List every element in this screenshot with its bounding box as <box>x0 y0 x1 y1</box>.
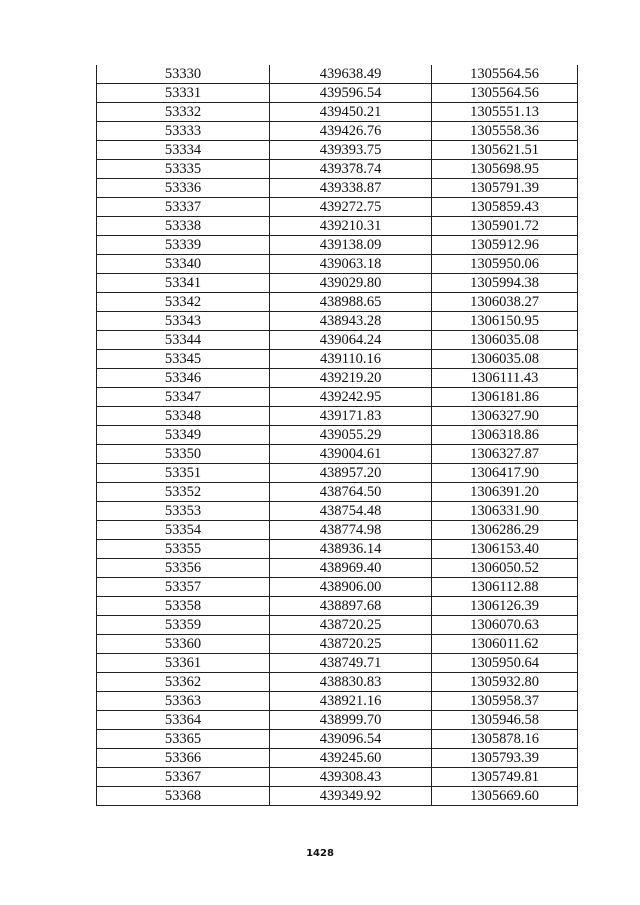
table-row <box>97 198 578 217</box>
table-row <box>97 559 578 578</box>
table-row <box>97 122 578 141</box>
table-row <box>97 578 578 597</box>
y-coordinate-cell: 1306150.95 <box>432 312 578 331</box>
y-coordinate-cell: 1306153.40 <box>432 540 578 559</box>
x-coordinate-cell: 439171.83 <box>270 407 432 426</box>
x-coordinate-cell: 438720.25 <box>270 635 432 654</box>
x-coordinate-cell: 439004.61 <box>270 445 432 464</box>
y-coordinate-cell: 1306050.52 <box>432 559 578 578</box>
x-coordinate-cell: 439245.60 <box>270 749 432 768</box>
y-coordinate-cell: 1306111.43 <box>432 369 578 388</box>
point-id-cell: 53343 <box>97 312 270 331</box>
y-coordinate-cell: 1305912.96 <box>432 236 578 255</box>
table-row <box>97 179 578 198</box>
x-coordinate-cell: 439426.76 <box>270 122 432 141</box>
page-number: 1428 <box>306 848 334 859</box>
point-id-cell: 53333 <box>97 122 270 141</box>
point-id-cell: 53344 <box>97 331 270 350</box>
table-row <box>97 255 578 274</box>
y-coordinate-cell: 1305564.56 <box>432 84 578 103</box>
point-id-cell: 53360 <box>97 635 270 654</box>
table-row <box>97 464 578 483</box>
point-id-cell: 53351 <box>97 464 270 483</box>
point-id-cell: 53330 <box>97 65 270 84</box>
y-coordinate-cell: 1306112.88 <box>432 578 578 597</box>
point-id-cell: 53332 <box>97 103 270 122</box>
table-row <box>97 616 578 635</box>
point-id-cell: 53347 <box>97 388 270 407</box>
point-id-cell: 53336 <box>97 179 270 198</box>
point-id-cell: 53356 <box>97 559 270 578</box>
x-coordinate-cell: 438749.71 <box>270 654 432 673</box>
point-id-cell: 53339 <box>97 236 270 255</box>
table-row <box>97 312 578 331</box>
point-id-cell: 53357 <box>97 578 270 597</box>
y-coordinate-cell: 1306318.86 <box>432 426 578 445</box>
x-coordinate-cell: 438906.00 <box>270 578 432 597</box>
x-coordinate-cell: 439308.43 <box>270 768 432 787</box>
point-id-cell: 53337 <box>97 198 270 217</box>
x-coordinate-cell: 439029.80 <box>270 274 432 293</box>
x-coordinate-cell: 439638.49 <box>270 65 432 84</box>
table-row <box>97 65 578 84</box>
point-id-cell: 53348 <box>97 407 270 426</box>
y-coordinate-cell: 1306181.86 <box>432 388 578 407</box>
x-coordinate-cell: 438999.70 <box>270 711 432 730</box>
table-row <box>97 597 578 616</box>
coordinate-table-body <box>97 65 578 806</box>
point-id-cell: 53359 <box>97 616 270 635</box>
point-id-cell: 53366 <box>97 749 270 768</box>
x-coordinate-cell: 439210.31 <box>270 217 432 236</box>
table-row <box>97 654 578 673</box>
y-coordinate-cell: 1305551.13 <box>432 103 578 122</box>
x-coordinate-cell: 439055.29 <box>270 426 432 445</box>
point-id-cell: 53350 <box>97 445 270 464</box>
y-coordinate-cell: 1306286.29 <box>432 521 578 540</box>
point-id-cell: 53341 <box>97 274 270 293</box>
point-id-cell: 53354 <box>97 521 270 540</box>
x-coordinate-cell: 439349.92 <box>270 787 432 806</box>
x-coordinate-cell: 438957.20 <box>270 464 432 483</box>
y-coordinate-cell: 1306035.08 <box>432 350 578 369</box>
table-row <box>97 749 578 768</box>
x-coordinate-cell: 439064.24 <box>270 331 432 350</box>
y-coordinate-cell: 1305859.43 <box>432 198 578 217</box>
table-row <box>97 635 578 654</box>
x-coordinate-cell: 438754.48 <box>270 502 432 521</box>
point-id-cell: 53349 <box>97 426 270 445</box>
table-row <box>97 787 578 806</box>
y-coordinate-cell: 1305791.39 <box>432 179 578 198</box>
table-row <box>97 217 578 236</box>
point-id-cell: 53345 <box>97 350 270 369</box>
y-coordinate-cell: 1305669.60 <box>432 787 578 806</box>
coordinate-table <box>96 65 578 806</box>
y-coordinate-cell: 1305932.80 <box>432 673 578 692</box>
y-coordinate-cell: 1305958.37 <box>432 692 578 711</box>
table-row <box>97 236 578 255</box>
point-id-cell: 53346 <box>97 369 270 388</box>
y-coordinate-cell: 1306035.08 <box>432 331 578 350</box>
x-coordinate-cell: 438969.40 <box>270 559 432 578</box>
y-coordinate-cell: 1305564.56 <box>432 65 578 84</box>
y-coordinate-cell: 1305878.16 <box>432 730 578 749</box>
x-coordinate-cell: 439338.87 <box>270 179 432 198</box>
y-coordinate-cell: 1306327.87 <box>432 445 578 464</box>
x-coordinate-cell: 438936.14 <box>270 540 432 559</box>
y-coordinate-cell: 1306391.20 <box>432 483 578 502</box>
point-id-cell: 53355 <box>97 540 270 559</box>
y-coordinate-cell: 1305558.36 <box>432 122 578 141</box>
y-coordinate-cell: 1306070.63 <box>432 616 578 635</box>
table-row <box>97 483 578 502</box>
x-coordinate-cell: 438988.65 <box>270 293 432 312</box>
point-id-cell: 53361 <box>97 654 270 673</box>
table-row <box>97 673 578 692</box>
x-coordinate-cell: 439596.54 <box>270 84 432 103</box>
table-row <box>97 768 578 787</box>
table-row <box>97 730 578 749</box>
y-coordinate-cell: 1305793.39 <box>432 749 578 768</box>
y-coordinate-cell: 1305749.81 <box>432 768 578 787</box>
point-id-cell: 53365 <box>97 730 270 749</box>
table-row <box>97 521 578 540</box>
x-coordinate-cell: 438897.68 <box>270 597 432 616</box>
x-coordinate-cell: 439242.95 <box>270 388 432 407</box>
y-coordinate-cell: 1305950.06 <box>432 255 578 274</box>
x-coordinate-cell: 439063.18 <box>270 255 432 274</box>
table-row <box>97 274 578 293</box>
table-row <box>97 160 578 179</box>
y-coordinate-cell: 1306126.39 <box>432 597 578 616</box>
table-row <box>97 84 578 103</box>
point-id-cell: 53334 <box>97 141 270 160</box>
table-row <box>97 692 578 711</box>
point-id-cell: 53364 <box>97 711 270 730</box>
y-coordinate-cell: 1306327.90 <box>432 407 578 426</box>
point-id-cell: 53335 <box>97 160 270 179</box>
table-row <box>97 350 578 369</box>
x-coordinate-cell: 438830.83 <box>270 673 432 692</box>
table-row <box>97 103 578 122</box>
x-coordinate-cell: 439138.09 <box>270 236 432 255</box>
y-coordinate-cell: 1305994.38 <box>432 274 578 293</box>
y-coordinate-cell: 1305946.58 <box>432 711 578 730</box>
table-row <box>97 502 578 521</box>
point-id-cell: 53353 <box>97 502 270 521</box>
y-coordinate-cell: 1305950.64 <box>432 654 578 673</box>
point-id-cell: 53368 <box>97 787 270 806</box>
table-row <box>97 293 578 312</box>
x-coordinate-cell: 438921.16 <box>270 692 432 711</box>
y-coordinate-cell: 1306417.90 <box>432 464 578 483</box>
y-coordinate-cell: 1305621.51 <box>432 141 578 160</box>
table-row <box>97 445 578 464</box>
point-id-cell: 53363 <box>97 692 270 711</box>
x-coordinate-cell: 439110.16 <box>270 350 432 369</box>
x-coordinate-cell: 439272.75 <box>270 198 432 217</box>
x-coordinate-cell: 439096.54 <box>270 730 432 749</box>
x-coordinate-cell: 439219.20 <box>270 369 432 388</box>
x-coordinate-cell: 439393.75 <box>270 141 432 160</box>
table-row <box>97 540 578 559</box>
x-coordinate-cell: 438764.50 <box>270 483 432 502</box>
table-row <box>97 711 578 730</box>
x-coordinate-cell: 439378.74 <box>270 160 432 179</box>
point-id-cell: 53362 <box>97 673 270 692</box>
point-id-cell: 53331 <box>97 84 270 103</box>
y-coordinate-cell: 1306038.27 <box>432 293 578 312</box>
point-id-cell: 53352 <box>97 483 270 502</box>
x-coordinate-cell: 439450.21 <box>270 103 432 122</box>
point-id-cell: 53340 <box>97 255 270 274</box>
y-coordinate-cell: 1306011.62 <box>432 635 578 654</box>
point-id-cell: 53358 <box>97 597 270 616</box>
table-row <box>97 331 578 350</box>
y-coordinate-cell: 1305698.95 <box>432 160 578 179</box>
x-coordinate-cell: 438943.28 <box>270 312 432 331</box>
table-row <box>97 407 578 426</box>
table-row <box>97 369 578 388</box>
table-row <box>97 426 578 445</box>
y-coordinate-cell: 1305901.72 <box>432 217 578 236</box>
y-coordinate-cell: 1306331.90 <box>432 502 578 521</box>
point-id-cell: 53342 <box>97 293 270 312</box>
x-coordinate-cell: 438774.98 <box>270 521 432 540</box>
x-coordinate-cell: 438720.25 <box>270 616 432 635</box>
point-id-cell: 53338 <box>97 217 270 236</box>
table-row <box>97 141 578 160</box>
point-id-cell: 53367 <box>97 768 270 787</box>
table-row <box>97 388 578 407</box>
